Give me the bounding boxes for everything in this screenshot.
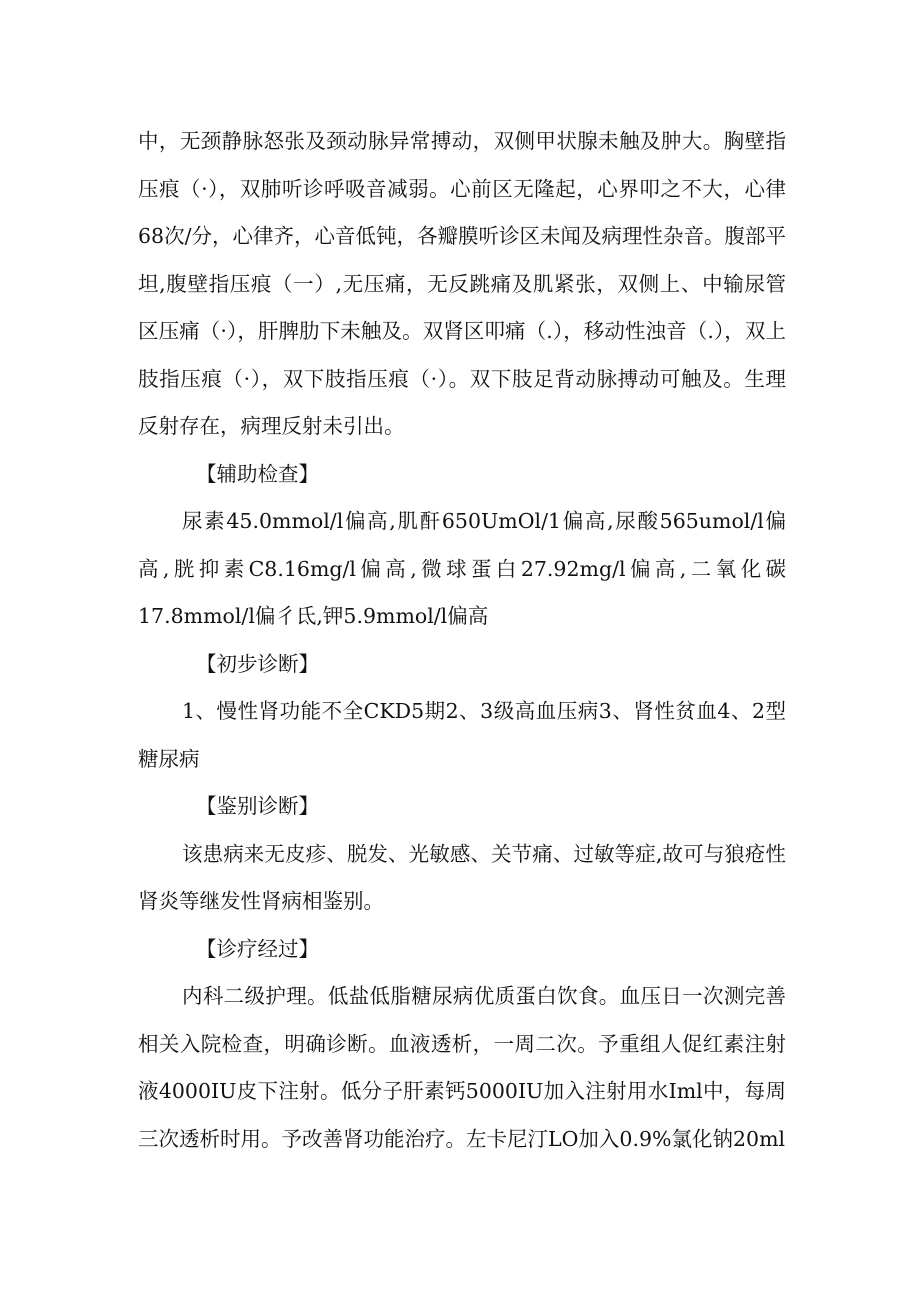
document-body [138, 118, 786, 1163]
aux-exam-paragraph: 尿素45.0mmol/l偏高,肌酐650UmOl/1偏高,尿酸565umol/l偏高,胱抑素C8.16mg/l偏高,微球蛋白27.92mg/l偏高,二氧化碳17.8mmol/l偏彳氐,钾5.9mmol/l偏高 [138, 509, 786, 628]
differential-diagnosis-paragraph: 该患病来无皮疹、脱发、光敏感、关节痛、过敏等症,故可与狼疮性肾炎等继发性肾病相鉴别。 [138, 841, 786, 913]
physical-exam-paragraph: 中，无颈静脉怒张及颈动脉异常搏动，双侧甲状腺未触及肿大。胸壁指压痕（·），双肺听诊呼吸音减弱。心前区无隆起，心界叩之不大，心律68次/分，心律齐，心音低钝，各瓣膜听诊区未闻及病理性杂音。腹部平坦,腹壁指压痕（一）,无压痛，无反跳痛及肌紧张，双侧上、中输尿管区压痛（·），肝脾肋下未触及。双肾区叩痛（.），移动性浊音（.），双上肢指压痕（·），双下肢指压痕（·）。双下肢足背动脉搏动可触及。生理反射存在，病理反射未引出。 [138, 129, 786, 438]
preliminary-diagnosis-paragraph: 1、慢性肾功能不全CKD5期2、3级高血压病3、肾性贫血4、2型糖尿病 [138, 699, 786, 771]
treatment-course-heading: 【诊疗经过】 [196, 936, 319, 961]
preliminary-diagnosis-heading: 【初步诊断】 [196, 651, 319, 676]
differential-diagnosis-heading: 【鉴别诊断】 [196, 794, 319, 818]
aux-exam-heading: 【辅助检查】 [196, 461, 319, 486]
treatment-course-paragraph: 内科二级护理。低盐低脂糖尿病优质蛋白饮食。血压日一次测完善相关入院检查，明确诊断。血液透析，一周二次。予重组人促红素注射液4000IU皮下注射。低分子肝素钙5000IU加入注射用水Iml中，每周三次透析时用。予改善肾功能治疗。左卡尼汀LO加入0.9%氯化钠20ml [138, 984, 786, 1151]
